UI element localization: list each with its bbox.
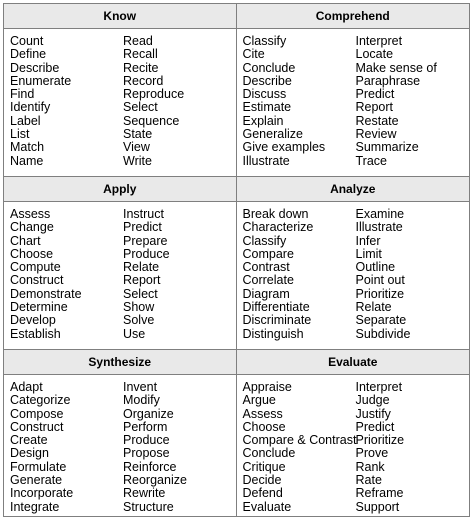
verb-item: Predict	[355, 419, 395, 434]
verb-item: Report	[123, 273, 161, 288]
verb-column	[243, 208, 314, 341]
verb-item: Define	[10, 47, 47, 62]
verb-item: Enumerate	[10, 73, 72, 88]
verb-column	[356, 208, 411, 341]
verb-item: Demonstrate	[10, 286, 82, 301]
verb-item: Reinforce	[123, 459, 177, 474]
section-header-synthesize: Synthesize	[4, 350, 237, 375]
verb-item: Summarize	[355, 140, 419, 155]
verb-item: Show	[123, 300, 155, 315]
verb-item: Judge	[355, 393, 390, 408]
verb-item: Structure	[123, 499, 174, 514]
verb-item: Reframe	[355, 486, 404, 501]
verb-item: Adapt	[10, 380, 43, 394]
verb-item: Prioritize	[355, 286, 405, 301]
verb-item: Write	[123, 153, 152, 168]
section-body-know	[4, 29, 237, 177]
verb-item: Use	[123, 326, 146, 341]
verb-item: Select	[123, 286, 158, 301]
verb-item: Chart	[10, 233, 41, 248]
verb-column	[243, 35, 326, 168]
verb-column	[356, 35, 437, 168]
verb-column	[10, 208, 82, 341]
verb-item: Predict	[123, 220, 162, 235]
verb-item: Organize	[123, 406, 174, 421]
verb-item: Relate	[123, 260, 160, 275]
verb-item: Categorize	[10, 393, 71, 408]
verb-item: Prioritize	[355, 433, 405, 448]
verb-item: Distinguish	[242, 326, 304, 341]
section-header-evaluate: Evaluate	[237, 350, 470, 375]
verb-item: Rate	[355, 473, 382, 488]
verb-item: Correlate	[242, 273, 294, 288]
verb-item: Read	[123, 34, 153, 48]
verb-item: Examine	[355, 207, 405, 221]
verb-item: List	[10, 127, 30, 142]
verb-item: Explain	[242, 113, 284, 128]
verb-item: Incorporate	[10, 486, 74, 501]
verb-item: Reproduce	[123, 87, 185, 102]
verb-column	[243, 381, 357, 514]
verb-item: Perform	[123, 419, 168, 434]
verb-item: Sequence	[123, 113, 180, 128]
verb-item: Interpret	[355, 34, 403, 48]
verb-item: State	[123, 127, 153, 142]
verb-item: Modify	[123, 393, 160, 408]
verb-item: Construct	[10, 419, 64, 434]
verb-item: Recite	[123, 60, 159, 75]
verb-item: Outline	[355, 260, 396, 275]
verb-item: Report	[355, 100, 394, 115]
verb-item: Assess	[10, 207, 51, 221]
verb-item: Evaluate	[242, 499, 292, 514]
section-header-comprehend: Comprehend	[237, 4, 470, 29]
verb-item: Give examples	[242, 140, 326, 155]
verb-item: Integrate	[10, 499, 60, 514]
verb-column	[356, 381, 405, 514]
section-body-evaluate	[237, 375, 470, 516]
section-header-analyze: Analyze	[237, 177, 470, 202]
verb-item: Count	[10, 34, 44, 48]
verb-item: Name	[10, 153, 44, 168]
verb-item: Subdivide	[355, 326, 411, 341]
verb-item: Assess	[242, 406, 283, 421]
section-header-apply: Apply	[4, 177, 237, 202]
verb-item: Diagram	[242, 286, 290, 301]
section-header-know: Know	[4, 4, 237, 29]
verb-column	[123, 208, 170, 341]
verb-item: Describe	[242, 73, 292, 88]
verb-item: Illustrate	[242, 153, 290, 168]
verb-item: Construct	[10, 273, 64, 288]
verb-item: Generalize	[242, 127, 303, 142]
verb-item: Compare & Contrast	[242, 433, 357, 448]
verb-item: Invent	[123, 380, 158, 394]
verb-item: Conclude	[242, 446, 296, 461]
verb-item: Choose	[10, 246, 54, 261]
verb-column	[10, 381, 73, 514]
verb-item: Classify	[242, 233, 287, 248]
verb-item: Decide	[242, 473, 282, 488]
verb-column	[123, 381, 187, 514]
verb-item: Break down	[242, 207, 309, 221]
verb-item: Prove	[355, 446, 389, 461]
verb-item: Identify	[10, 100, 51, 115]
verb-item: Record	[123, 73, 164, 88]
verb-item: Relate	[355, 300, 392, 315]
verb-item: Predict	[355, 87, 395, 102]
verb-item: Support	[355, 499, 400, 514]
verb-item: Critique	[242, 459, 286, 474]
verb-item: Compare	[242, 246, 294, 261]
verb-item: Justify	[355, 406, 391, 421]
verb-item: Interpret	[355, 380, 403, 394]
verb-item: Estimate	[242, 100, 292, 115]
verb-item: Make sense of	[355, 60, 437, 75]
verb-item: Design	[10, 446, 49, 461]
verb-item: Compose	[10, 406, 64, 421]
verb-item: Create	[10, 433, 48, 448]
verb-item: Trace	[355, 153, 387, 168]
verb-item: Produce	[123, 246, 170, 261]
verb-item: Produce	[123, 433, 170, 448]
verb-item: Instruct	[123, 207, 164, 221]
section-body-synthesize	[4, 375, 237, 516]
verb-item: Point out	[355, 273, 405, 288]
verb-item: Find	[10, 87, 35, 102]
verb-item: Generate	[10, 473, 63, 488]
verb-item: Review	[355, 127, 397, 142]
verb-item: Classify	[242, 34, 287, 48]
verb-item: Rank	[355, 459, 385, 474]
section-body-comprehend	[237, 29, 470, 177]
verb-item: Illustrate	[355, 220, 403, 235]
verb-item: Change	[10, 220, 54, 235]
verb-item: Defend	[242, 486, 283, 501]
verb-item: Choose	[242, 419, 286, 434]
verb-item: Describe	[10, 60, 60, 75]
verb-item: Limit	[355, 246, 382, 261]
verb-item: Determine	[10, 300, 68, 315]
verb-item: Characterize	[242, 220, 314, 235]
verbs-table	[3, 3, 470, 517]
verb-item: Paraphrase	[355, 73, 421, 88]
section-body-analyze	[237, 202, 470, 350]
verb-item: Argue	[242, 393, 276, 408]
verb-item: Cite	[242, 47, 265, 62]
verb-item: Establish	[10, 326, 61, 341]
verb-item: Differentiate	[242, 300, 310, 315]
verb-column	[10, 35, 71, 168]
verb-column	[123, 35, 184, 168]
verb-item: Conclude	[242, 60, 296, 75]
verb-item: Select	[123, 100, 158, 115]
verb-item: Infer	[355, 233, 381, 248]
verb-item: Develop	[10, 313, 56, 328]
verb-item: Restate	[355, 113, 399, 128]
verb-item: Locate	[355, 47, 394, 62]
verb-item: Compute	[10, 260, 61, 275]
verb-item: Separate	[355, 313, 407, 328]
verb-item: View	[123, 140, 150, 155]
verb-item: Match	[10, 140, 45, 155]
verb-item: Label	[10, 113, 41, 128]
verb-item: Discriminate	[242, 313, 312, 328]
verb-item: Contrast	[242, 260, 290, 275]
verb-item: Rewrite	[123, 486, 166, 501]
verb-item: Reorganize	[123, 473, 187, 488]
verb-item: Formulate	[10, 459, 67, 474]
section-body-apply	[4, 202, 237, 350]
verb-item: Recall	[123, 47, 158, 62]
verb-item: Prepare	[123, 233, 168, 248]
verb-item: Propose	[123, 446, 170, 461]
verb-item: Discuss	[242, 87, 287, 102]
verb-item: Solve	[123, 313, 155, 328]
verb-item: Appraise	[242, 380, 292, 394]
